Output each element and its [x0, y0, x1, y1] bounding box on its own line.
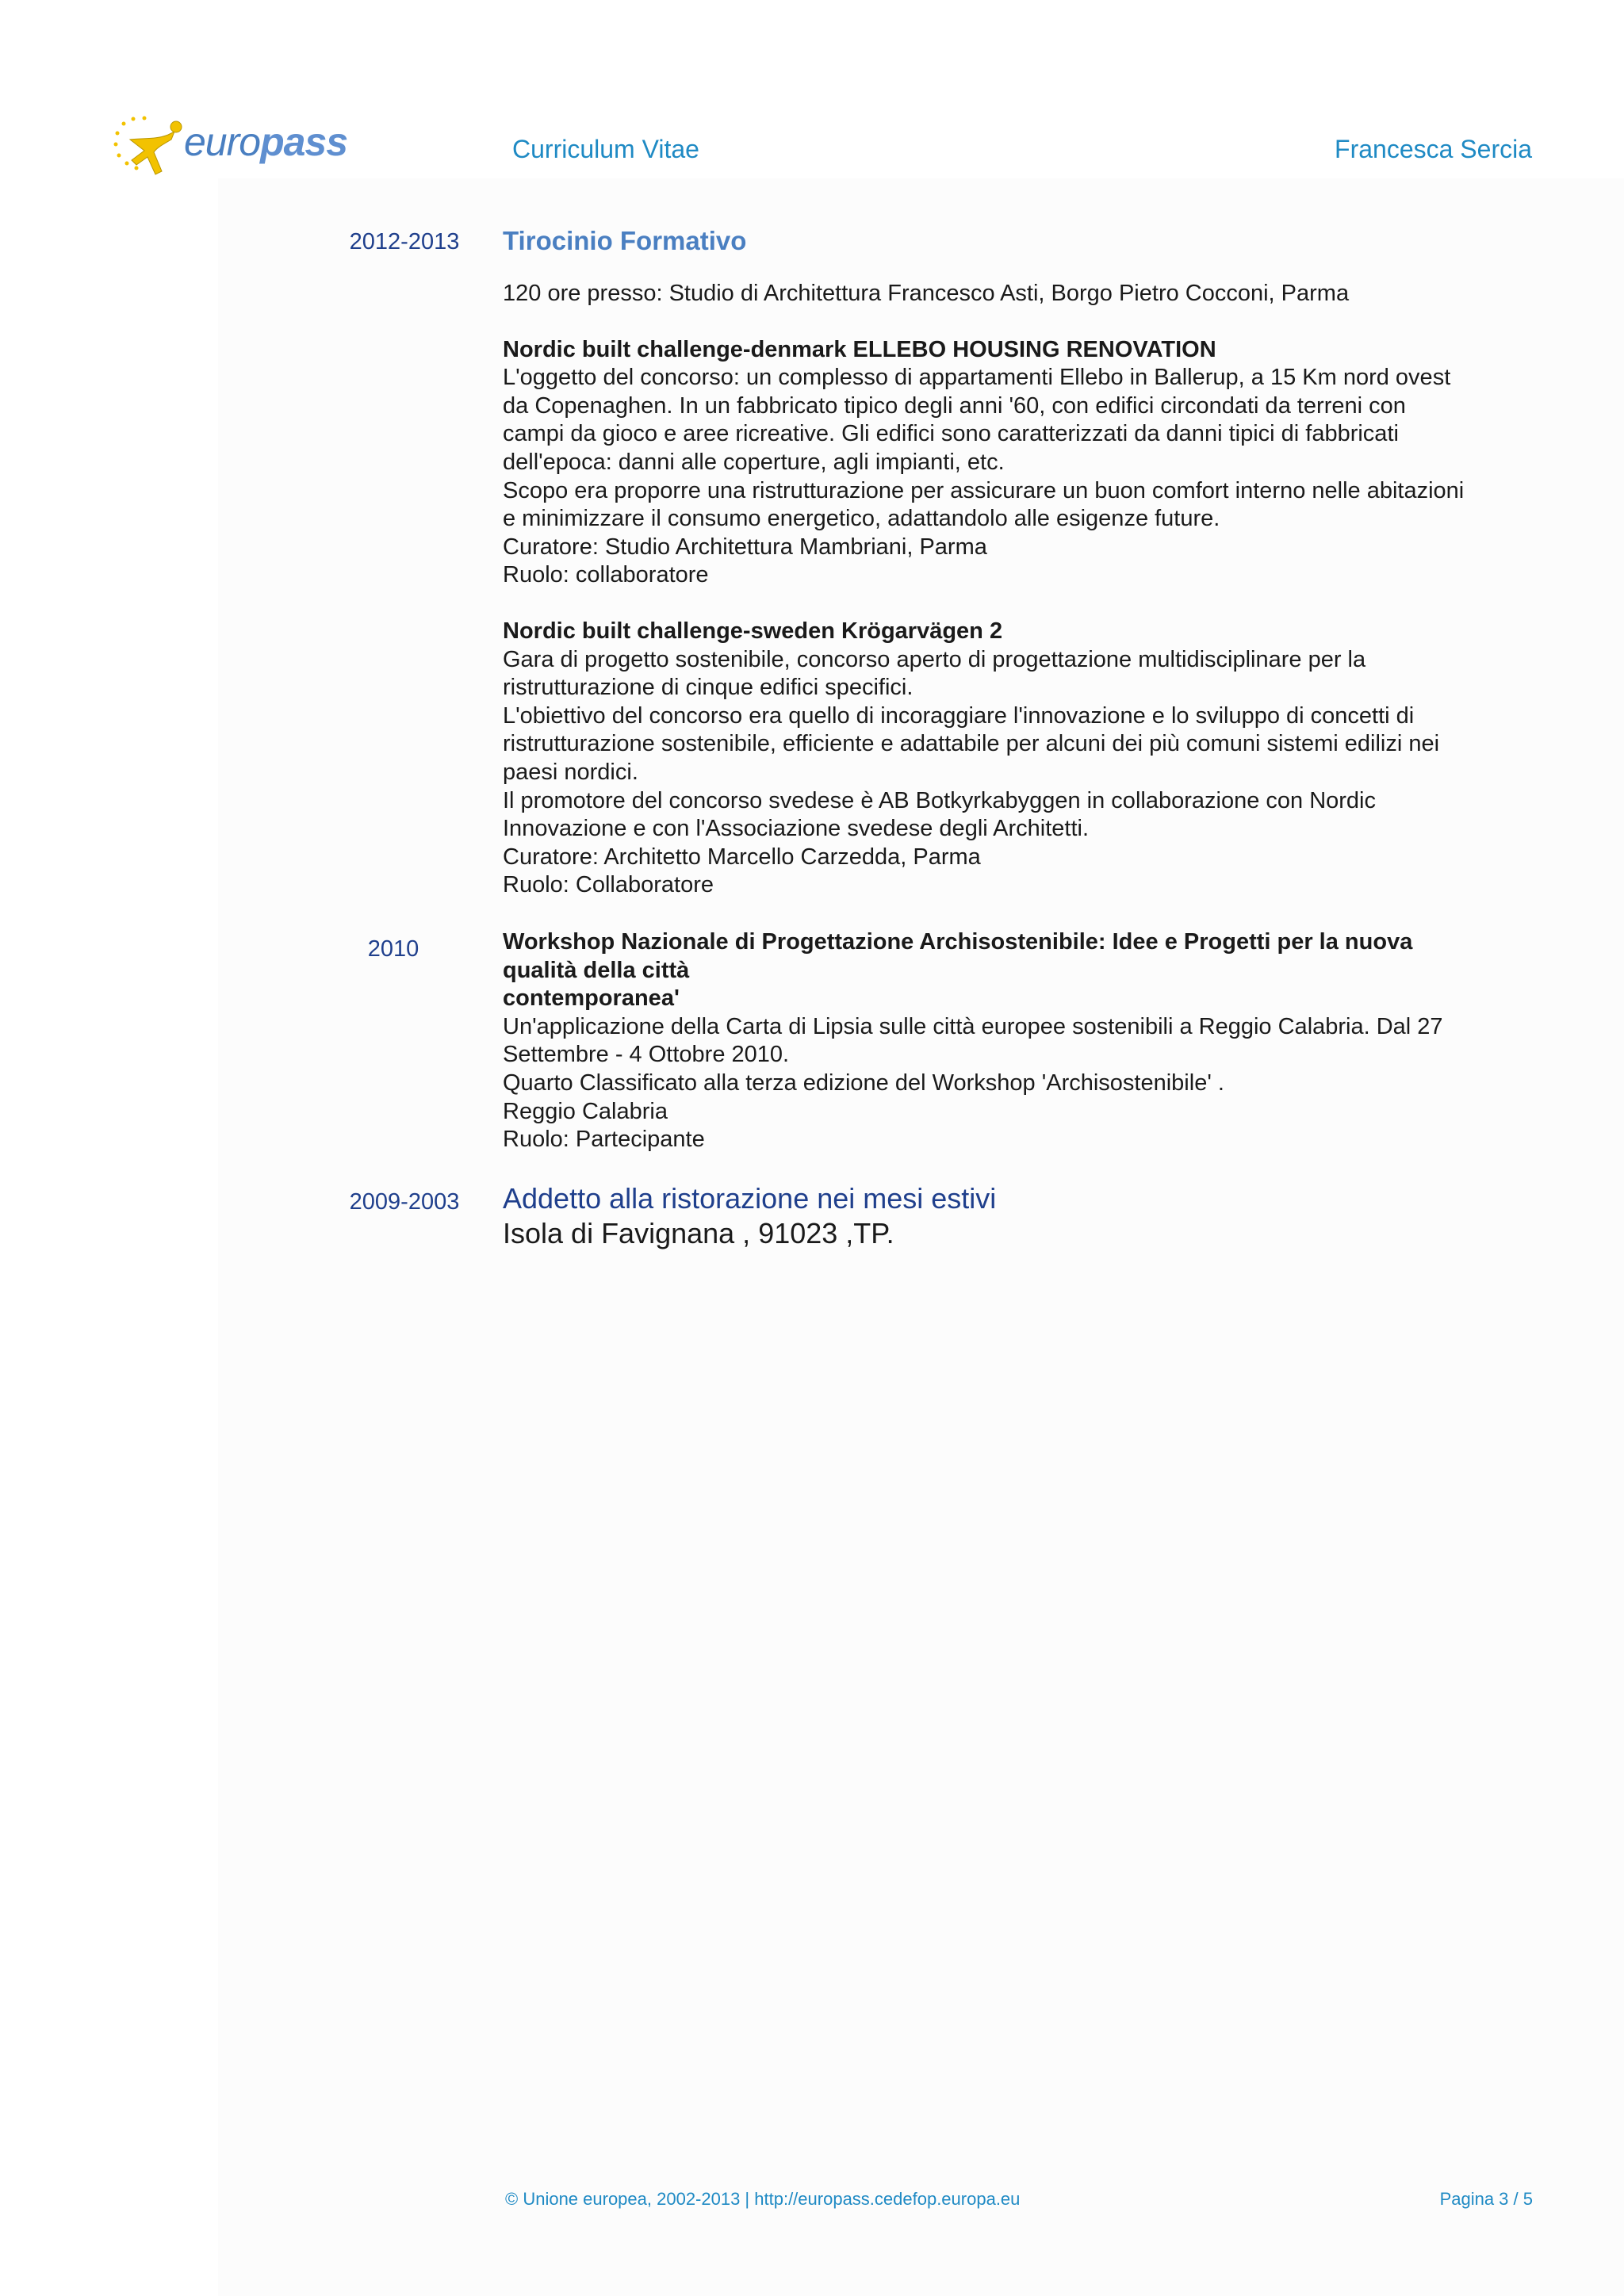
project-line: L'oggetto del concorso: un complesso di appartamenti Ellebo in Ballerup, a 15 Km nord ovest — [503, 365, 1451, 391]
header-title: Curriculum Vitae — [512, 135, 699, 163]
entry-title: Tirocinio Formativo — [503, 226, 747, 255]
workshop-line: Quarto Classificato alla terza edizione del Workshop 'Archisostenibile' . — [503, 1070, 1224, 1096]
workshop-line: Un'applicazione della Carta di Lipsia sulle città europee sostenibili a Reggio Calabria. Dal 27 — [503, 1013, 1443, 1039]
europass-logo — [113, 113, 350, 192]
project-line: ristrutturazione sostenibile, efficiente e adattabile per alcuni dei più comuni sistemi edilizi nei — [503, 731, 1440, 757]
entry-title: Addetto alla ristorazione nei mesi estivi — [503, 1182, 997, 1215]
workshop-line: Reggio Calabria — [503, 1098, 668, 1124]
entry-date: 2009-2003 — [349, 1189, 460, 1215]
project-line: Ruolo: Collaboratore — [503, 872, 714, 898]
project-line: Innovazione e con l'Associazione svedese degli Architetti. — [503, 816, 1090, 842]
workshop-heading-line: qualità della città — [503, 957, 690, 983]
project-line: ristrutturazione di cinque edifici specifici. — [503, 675, 914, 701]
project-line: Ruolo: collaboratore — [503, 562, 709, 588]
project-heading: Nordic built challenge-denmark ELLEBO HOUSING RENOVATION — [503, 336, 1216, 362]
header-name: Francesca Sercia — [1335, 135, 1532, 163]
workshop-heading-line: Workshop Nazionale di Progettazione Archisostenibile: Idee e Progetti per la nuova — [503, 929, 1413, 955]
workshop-line: Settembre - 4 Ottobre 2010. — [503, 1042, 790, 1068]
project-line: dell'epoca: danni alle coperture, agli impianti, etc. — [503, 449, 1005, 475]
project-line: campi da gioco e aree ricreative. Gli edifici sono caratterizzati da danni tipici di fabbricati — [503, 421, 1399, 447]
entry-content — [503, 928, 1534, 1154]
workshop-heading-line: contemporanea' — [503, 985, 680, 1012]
project-line: e minimizzare il consumo energetico, adattandolo alle esigenze future. — [503, 506, 1220, 532]
project-line: Scopo era proporre una ristrutturazione per assicurare un buon comfort interno nelle abitazioni — [503, 477, 1465, 503]
footer-page-number: Pagina 3 / 5 — [1439, 2189, 1533, 2209]
workshop-line: Ruolo: Partecipante — [503, 1127, 705, 1153]
project-line: da Copenaghen. In un fabbricato tipico degli anni '60, con edifici circondati da terreni con — [503, 392, 1406, 419]
project-line: Il promotore del concorso svedese è AB Botkyrkabyggen in collaborazione con Nordic — [503, 787, 1376, 813]
project-line: Curatore: Architetto Marcello Carzedda, Parma — [503, 844, 981, 870]
entry-date: 2010 — [367, 936, 419, 962]
entry-content — [503, 226, 1534, 900]
europass-wordmark: europass — [184, 120, 348, 164]
entry-content — [503, 1181, 1534, 1251]
entry-subtitle: Isola di Favignana , 91023 ,TP. — [503, 1217, 894, 1249]
entry-date: 2012-2013 — [349, 229, 460, 254]
project-line: Curatore: Studio Architettura Mambriani, Parma — [503, 534, 987, 560]
footer-copyright: © Unione europea, 2002-2013 | http://europass.cedefop.europa.eu — [505, 2189, 1021, 2209]
project-heading: Nordic built challenge-sweden Krögarvägen 2 — [503, 618, 1003, 644]
entry-intro: 120 ore presso: Studio di Architettura Francesco Asti, Borgo Pietro Cocconi, Parma — [503, 281, 1350, 306]
project-line: L'obiettivo del concorso era quello di incoraggiare l'innovazione e lo sviluppo di concetti di — [503, 702, 1415, 729]
project-line: Gara di progetto sostenibile, concorso aperto di progettazione multidisciplinare per la — [503, 646, 1366, 672]
project-line: paesi nordici. — [503, 759, 638, 785]
